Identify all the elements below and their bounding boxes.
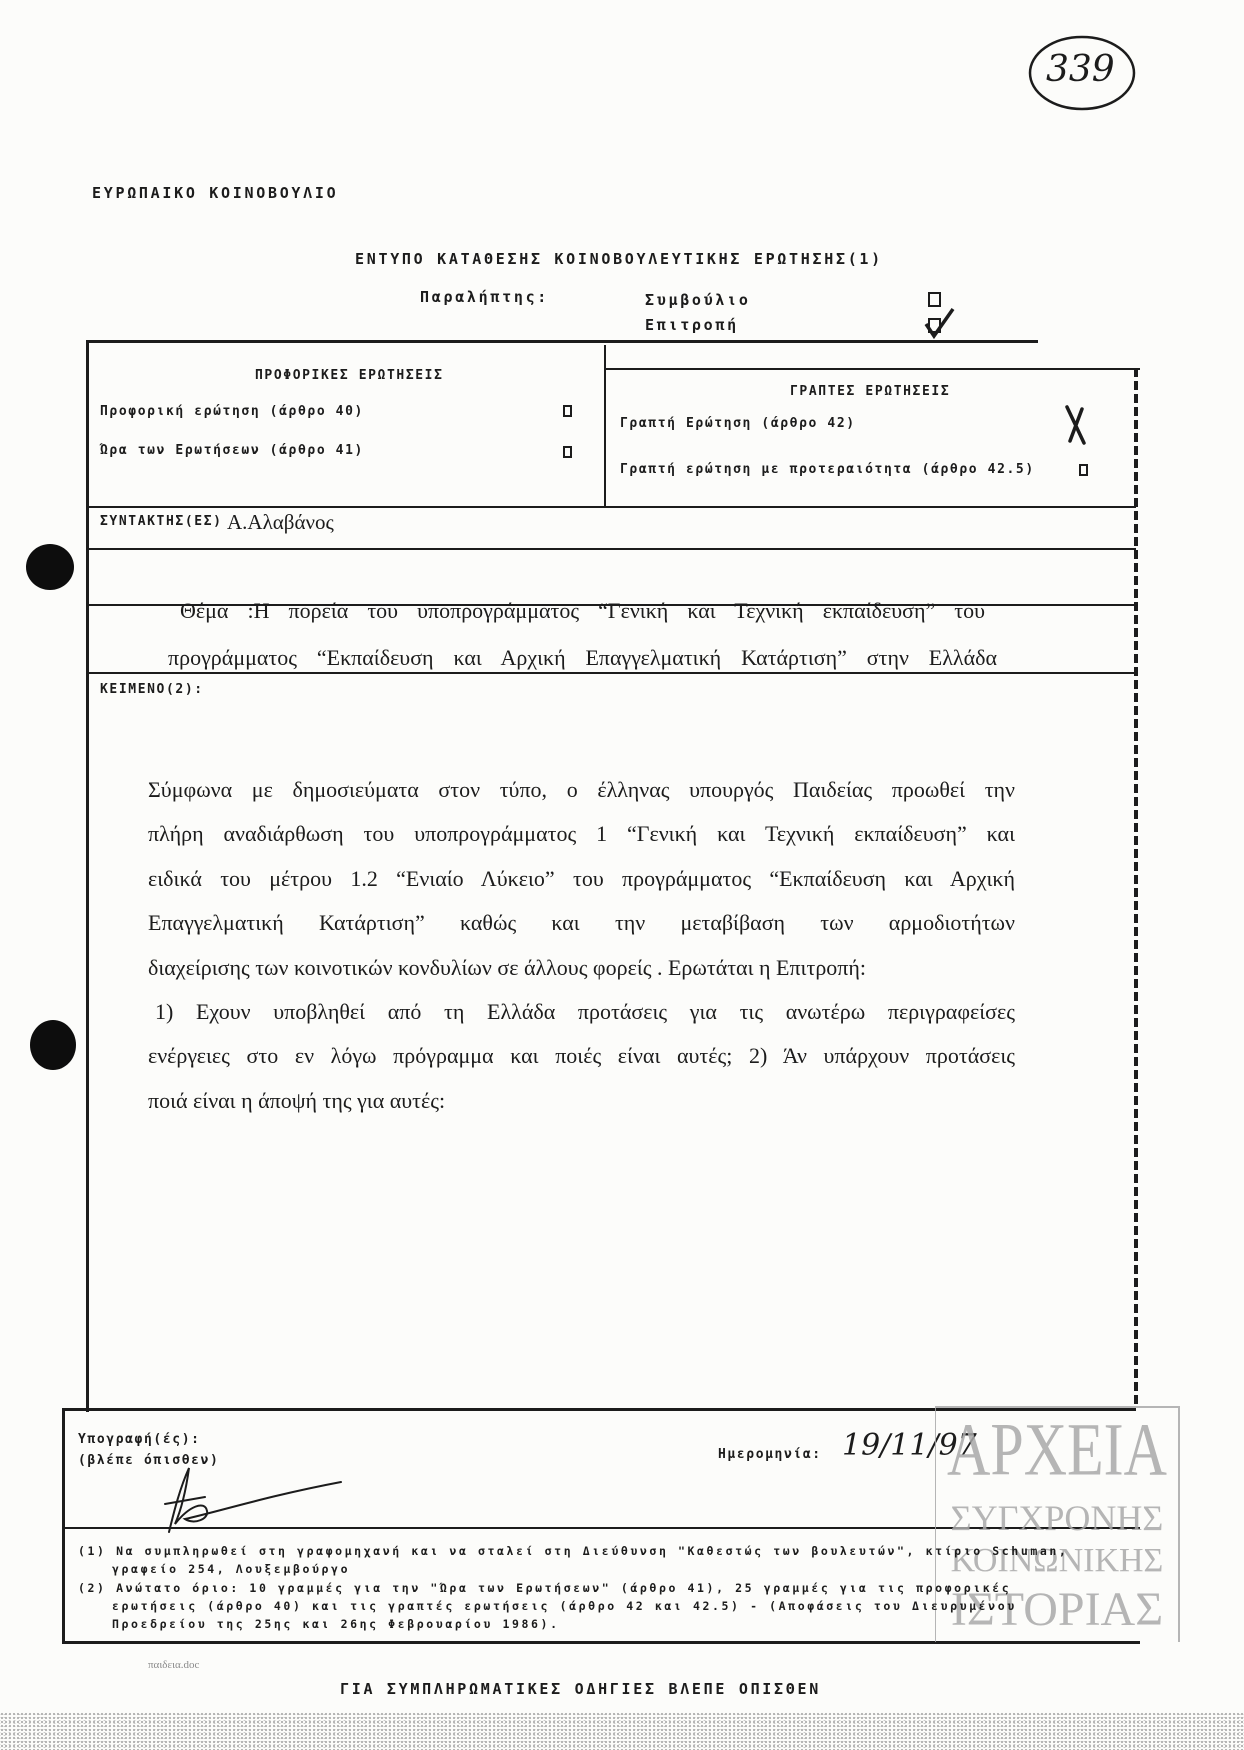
written-question-x-mark-icon — [1064, 404, 1088, 446]
author-label: ΣΥΝΤΑΚΤΗΣ(ΕΣ) — [100, 514, 223, 529]
footnote-line: Προεδρείου της 25ης και 26ης Φεβρουαρίου 1986). — [112, 1617, 560, 1631]
recipient-council-label: Συμβούλιο — [645, 291, 751, 309]
punch-hole — [30, 1020, 76, 1070]
form-rule-written-top — [604, 368, 1140, 370]
subject-line: Θέμα :Η πορεία του υποπρογράμματος “Γενική και Τεχνική εκπαίδευση” του — [180, 598, 985, 623]
punch-hole — [26, 544, 74, 590]
page-number: 339 — [1046, 49, 1115, 90]
written-questions-heading: ΓΡΑΠΤΕΣ ΕΡΩΤΗΣΕΙΣ — [790, 384, 951, 399]
form-rule-right — [1134, 368, 1138, 1408]
form-title: ΕΝΤΥΠΟ ΚΑΤΑΘΕΣΗΣ ΚΟΙΝΟΒΟΥΛΕΥΤΙΚΗΣ ΕΡΩΤΗΣΗΣ(1) — [355, 250, 883, 268]
form-rule-left — [86, 340, 89, 1412]
oral-questions-heading: ΠΡΟΦΟΡΙΚΕΣ ΕΡΩΤΗΣΕΙΣ — [255, 368, 444, 383]
question-text — [148, 768, 1015, 1123]
recipient-commission-label: Επιτροπή — [645, 316, 739, 334]
signature-note: (βλέπε όπισθεν) — [78, 1453, 220, 1468]
signature-label: Υπογραφή(ές): — [78, 1432, 201, 1447]
question-time-checkbox — [563, 446, 572, 458]
footnote-line: (2) Ανώτατο όριο: 10 γραμμές για την "Ώρα των Ερωτήσεων" (άρθρο 41), 25 γραμμές για τις προφορικές — [78, 1581, 1012, 1595]
text-line: 1) Εχουν υποβληθεί από τη Ελλάδα προτάσεις για τις ανωτέρω περιγραφείσες — [155, 998, 1015, 1024]
form-rule-top — [88, 340, 1038, 343]
oral-question-label: Προφορική ερώτηση (άρθρο 40) — [100, 404, 364, 419]
footnote-line: (1) Να συμπληρωθεί στη γραφομηχανή και να σταλεί στη Διεύθυνση "Καθεστώς των βουλευτών", κτίριο Schuman, — [78, 1544, 1069, 1558]
footnote-line: γραφείο 254, Λουξεμβούργο — [112, 1562, 351, 1576]
text-line: Επαγγελματική Κατάρτιση” καθώς και την μεταβίβαση των αρμοδιοτήτων — [148, 910, 1015, 936]
scan-noise-strip — [0, 1712, 1244, 1750]
text-line: Σύμφωνα με δημοσιεύματα στον τύπο, ο έλληνας υπουργός Παιδείας προωθεί την — [148, 777, 1015, 802]
recipient-commission-check-icon — [922, 306, 956, 340]
text-line: ποιά είναι η άποψή της για αυτές: — [148, 1087, 446, 1113]
priority-question-checkbox — [1079, 464, 1088, 476]
watermark-line: ΣΥΓΧΡΟΝΗΣ — [950, 1498, 1164, 1538]
date-value: 19/11/97 — [842, 1428, 977, 1463]
question-time-label: Ώρα των Ερωτήσεων (άρθρο 41) — [100, 443, 364, 458]
text-line: διαχείρισης των κοινοτικών κονδυλίων σε άλλους φορείς . Ερωτάται η Επιτροπή: — [148, 954, 867, 980]
recipient-council-checkbox — [928, 292, 941, 307]
watermark-line: ΑΡΧΕΙΑ — [947, 1408, 1167, 1491]
recipient-label: Παραλήπτης: — [420, 288, 550, 306]
text-line: πλήρη αναδιάρθωση του υποπρογράμματος 1 “Γενική και Τεχνική εκπαίδευση” και — [148, 821, 1015, 847]
written-question-label: Γραπτή Ερώτηση (άρθρο 42) — [620, 416, 856, 431]
bottom-instruction: ΓΙΑ ΣΥΜΠΛΗΡΩΜΑΤΙΚΕΣ ΟΔΗΓΙΕΣ ΒΛΕΠΕ ΟΠΙΣΘΕΝ — [340, 1680, 821, 1698]
date-label: Ημερομηνία: — [718, 1447, 822, 1462]
subject-line: προγράμματος “Εκπαίδευση και Αρχική Επαγγελματική Κατάρτιση” στην Ελλάδα — [168, 645, 997, 670]
author-value: Α.Αλαβάνος — [227, 510, 334, 534]
watermark-line: ΚΟΙΝΩΝΙΚΗΣ — [950, 1542, 1164, 1579]
form-rule-author-bottom — [88, 548, 1136, 550]
institution-name: ΕΥΡΩΠΑΙΚΟ ΚΟΙΝΟΒΟΥΛΙΟ — [92, 184, 339, 202]
text-line: ειδικά του μέτρου 1.2 “Ενιαίο Λύκειο” του προγράμματος “Εκπαίδευση και Αρχική — [148, 865, 1015, 891]
form-rule-left-lower — [62, 1408, 65, 1644]
oral-question-checkbox — [563, 405, 572, 417]
form-rule-divider — [604, 345, 606, 507]
file-name: παιδεια.doc — [148, 1659, 200, 1671]
handwritten-signature — [145, 1460, 345, 1540]
text-label: ΚΕΙΜΕΝΟ(2): — [100, 682, 204, 697]
footnote-line: ερωτήσεις (άρθρο 40) και τις γραπτές ερωτήσεις (άρθρο 42 και 42.5) - (Αποφάσεις του Διευρυμένου — [112, 1599, 1017, 1613]
watermark-line: ΙΣΤΟΡΙΑΣ — [950, 1583, 1164, 1636]
text-line: ενέργειες στο εν λόγω πρόγραμμα και ποιές είναι αυτές; 2) Άν υπάρχουν προτάσεις — [148, 1043, 1015, 1069]
priority-question-label: Γραπτή ερώτηση με προτεραιότητα (άρθρο 42.5) — [620, 462, 1035, 477]
